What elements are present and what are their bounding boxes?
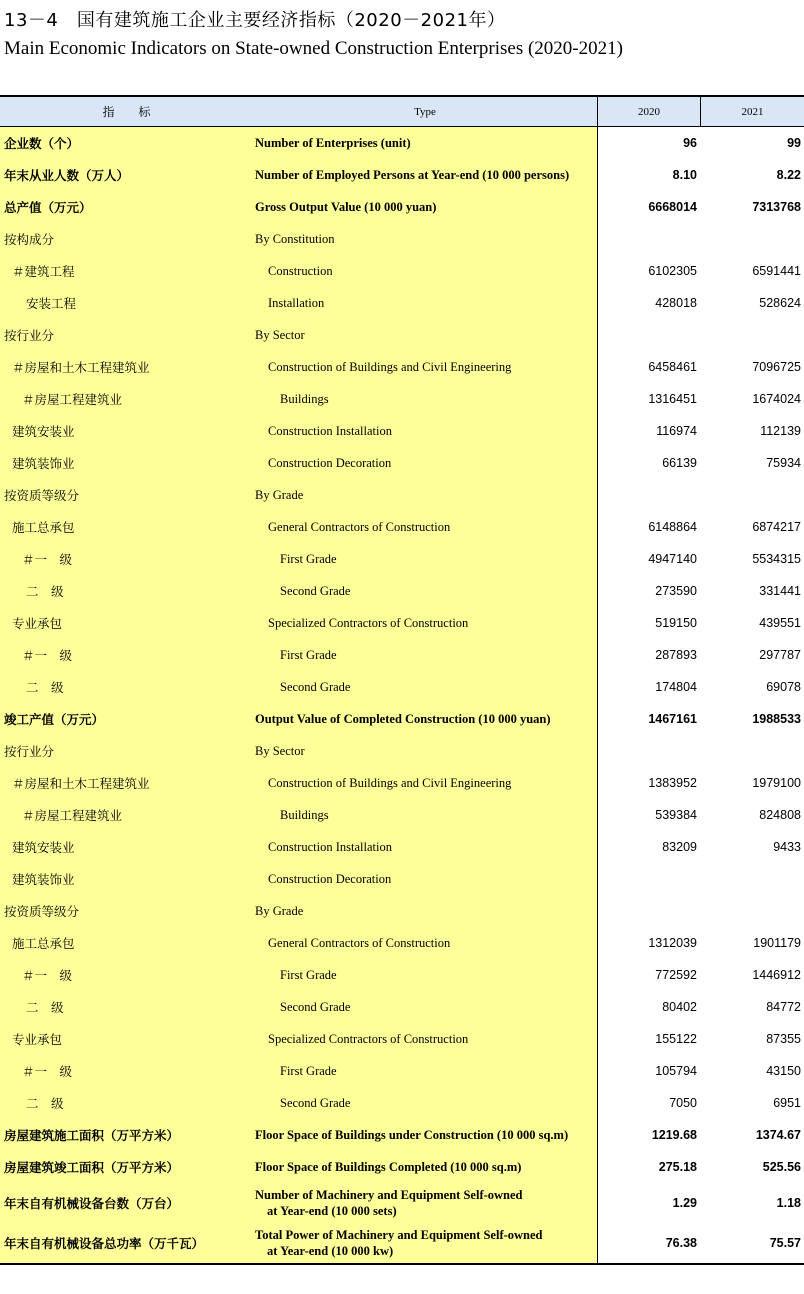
value-2021: 7096725	[752, 360, 801, 374]
indicator-zh: ＃房屋和土木工程建筑业	[12, 360, 150, 375]
indicator-zh: 建筑装饰业	[12, 872, 75, 887]
table-row	[0, 1055, 804, 1087]
indicator-en: Second Grade	[280, 1000, 351, 1014]
value-2021: 6591441	[752, 264, 801, 278]
header-year-2021: 2021	[700, 97, 804, 126]
indicator-en: Second Grade	[280, 584, 351, 598]
value-2020: 6148864	[648, 520, 697, 534]
indicator-zh: 年末自有机械设备总功率（万千瓦）	[4, 1236, 205, 1251]
table-header	[0, 97, 804, 127]
indicator-en: Construction of Buildings and Civil Engineering	[268, 360, 512, 374]
indicator-en: Floor Space of Buildings Completed (10 000 sq.m)	[255, 1160, 522, 1174]
value-2021: 8.22	[776, 168, 801, 182]
table-row	[0, 959, 804, 991]
table-row	[0, 191, 804, 223]
indicator-en: By Constitution	[255, 232, 335, 246]
value-2020: 428018	[655, 296, 697, 310]
value-2020: 76.38	[665, 1236, 697, 1250]
indicator-zh: ＃一 级	[22, 648, 73, 663]
indicator-zh: 建筑安装业	[12, 424, 75, 439]
indicator-en: Gross Output Value (10 000 yuan)	[255, 200, 437, 214]
value-2021: 43150	[766, 1064, 801, 1078]
header-year-2020: 2020	[597, 97, 700, 126]
indicator-en: Construction Decoration	[268, 456, 392, 470]
indicator-zh: 按行业分	[4, 744, 55, 759]
indicator-en: By Sector	[255, 328, 305, 342]
value-2020: 4947140	[648, 552, 697, 566]
table-row	[0, 767, 804, 799]
indicator-zh: ＃建筑工程	[12, 264, 75, 279]
table-row	[0, 863, 804, 895]
indicator-en: Specialized Contractors of Construction	[268, 1032, 469, 1046]
value-2021: 99	[787, 136, 801, 150]
value-2020: 1219.68	[651, 1128, 697, 1142]
indicator-en: Construction Installation	[268, 424, 392, 438]
indicator-zh: 房屋建筑施工面积（万平方米）	[4, 1128, 180, 1143]
indicator-zh: 总产值（万元）	[4, 200, 92, 215]
value-2020: 273590	[655, 584, 697, 598]
indicator-en: First Grade	[280, 552, 337, 566]
table-row	[0, 1119, 804, 1151]
indicator-en: Installation	[268, 296, 325, 310]
indicator-en: Output Value of Completed Construction (10 000 yuan)	[255, 712, 551, 726]
value-2020: 116974	[656, 424, 697, 438]
table-row	[0, 255, 804, 287]
indicator-zh: 专业承包	[12, 1032, 63, 1047]
value-2021: 6874217	[752, 520, 801, 534]
indicator-zh: 建筑安装业	[12, 840, 75, 855]
indicator-en: By Grade	[255, 488, 304, 502]
indicator-en: Construction of Buildings and Civil Engineering	[268, 776, 512, 790]
value-2021: 824808	[759, 808, 801, 822]
table-row	[0, 703, 804, 735]
value-2020: 105794	[655, 1064, 697, 1078]
indicator-en	[253, 1187, 597, 1219]
header-type: Type	[414, 105, 436, 118]
indicator-zh: ＃一 级	[22, 1064, 73, 1079]
indicator-en: Number of Employed Persons at Year-end (10 000 persons)	[255, 168, 570, 182]
value-2021: 112139	[760, 424, 801, 438]
value-2021: 87355	[766, 1032, 801, 1046]
indicator-en: Construction Installation	[268, 840, 392, 854]
value-2021: 9433	[773, 840, 801, 854]
indicator-zh: 竣工产值（万元）	[4, 712, 105, 727]
value-2021: 528624	[759, 296, 801, 310]
value-2021: 525.56	[762, 1160, 801, 1174]
value-2020: 6668014	[648, 200, 697, 214]
table-row	[0, 351, 804, 383]
indicator-en-line1: Number of Machinery and Equipment Self-owned	[255, 1188, 523, 1202]
table-row	[0, 895, 804, 927]
page-title-english: Main Economic Indicators on State-owned Construction Enterprises (2020-2021)	[4, 38, 623, 59]
value-2021: 1.18	[776, 1196, 801, 1210]
value-2020: 539384	[655, 808, 697, 822]
table-row	[0, 1087, 804, 1119]
table-row	[0, 927, 804, 959]
value-2020: 1.29	[672, 1196, 697, 1210]
indicator-zh: ＃一 级	[22, 552, 73, 567]
indicator-en: First Grade	[280, 968, 337, 982]
table-row	[0, 1183, 804, 1223]
table-row	[0, 671, 804, 703]
value-2020: 7050	[669, 1096, 697, 1110]
indicator-en: By Grade	[255, 904, 304, 918]
table-row	[0, 639, 804, 671]
value-2021: 75934	[766, 456, 801, 470]
value-2020: 1383952	[648, 776, 697, 790]
indicator-zh: 二 级	[26, 584, 64, 599]
indicator-zh: 年末从业人数（万人）	[4, 168, 130, 183]
table-row	[0, 991, 804, 1023]
table-row	[0, 1223, 804, 1263]
indicator-en: Specialized Contractors of Construction	[268, 616, 469, 630]
indicator-en: Buildings	[280, 808, 329, 822]
indicator-en	[253, 1227, 597, 1259]
indicator-zh: 二 级	[26, 1096, 64, 1111]
value-2021: 7313768	[752, 200, 801, 214]
value-2020: 1467161	[648, 712, 697, 726]
indicator-en-line2: at Year-end (10 000 kw)	[267, 1244, 394, 1258]
indicator-zh: 按资质等级分	[4, 904, 80, 919]
value-2020: 6458461	[648, 360, 697, 374]
table-row	[0, 607, 804, 639]
indicator-zh: 施工总承包	[12, 936, 75, 951]
table-row	[0, 223, 804, 255]
value-2021: 1901179	[753, 936, 801, 950]
value-2021: 1979100	[752, 776, 801, 790]
indicator-zh: 按行业分	[4, 328, 55, 343]
table-row	[0, 735, 804, 767]
value-2020: 80402	[662, 1000, 697, 1014]
table-row	[0, 1151, 804, 1183]
value-2021: 84772	[766, 1000, 801, 1014]
value-2021: 1446912	[752, 968, 801, 982]
value-2020: 287893	[655, 648, 697, 662]
value-2021: 1988533	[752, 712, 801, 726]
indicator-en-line2: at Year-end (10 000 sets)	[267, 1204, 397, 1218]
indicator-en: Floor Space of Buildings under Construction (10 000 sq.m)	[255, 1128, 569, 1142]
page-title-chinese: 13－4 国有建筑施工企业主要经济指标（2020－2021年）	[4, 10, 506, 31]
indicator-zh: ＃房屋工程建筑业	[22, 808, 123, 823]
value-2020: 519150	[655, 616, 697, 630]
table-row	[0, 319, 804, 351]
table-row	[0, 415, 804, 447]
indicator-en: Construction	[268, 264, 333, 278]
table-row	[0, 479, 804, 511]
value-2020: 96	[683, 136, 697, 150]
indicator-en: By Sector	[255, 744, 305, 758]
indicator-en-line1: Total Power of Machinery and Equipment Self-owned	[255, 1228, 543, 1242]
indicator-zh: ＃房屋工程建筑业	[22, 392, 123, 407]
value-2021: 1674024	[752, 392, 801, 406]
table-row	[0, 799, 804, 831]
value-2021: 69078	[766, 680, 801, 694]
indicator-zh: 企业数（个）	[4, 136, 80, 151]
indicator-zh: 二 级	[26, 1000, 64, 1015]
indicator-en: Second Grade	[280, 1096, 351, 1110]
value-2021: 439551	[759, 616, 801, 630]
value-2020: 1312039	[648, 936, 697, 950]
indicator-zh: 房屋建筑竣工面积（万平方米）	[4, 1160, 180, 1175]
indicator-zh: 按资质等级分	[4, 488, 80, 503]
table-row	[0, 383, 804, 415]
table-row	[0, 1023, 804, 1055]
indicator-zh: 安装工程	[26, 296, 77, 311]
table-body	[0, 127, 804, 1263]
indicator-zh: 年末自有机械设备台数（万台）	[4, 1196, 180, 1211]
value-2020: 174804	[655, 680, 697, 694]
indicator-zh: 二 级	[26, 680, 64, 695]
indicator-en: Number of Enterprises (unit)	[255, 136, 411, 150]
table-row	[0, 159, 804, 191]
indicator-en: First Grade	[280, 648, 337, 662]
indicator-zh: 专业承包	[12, 616, 63, 631]
table-row	[0, 287, 804, 319]
indicator-zh: 按构成分	[4, 232, 55, 247]
value-2020: 66139	[662, 456, 697, 470]
indicator-en: General Contractors of Construction	[268, 936, 451, 950]
value-2020: 772592	[655, 968, 697, 982]
indicator-en: Second Grade	[280, 680, 351, 694]
indicator-en: Buildings	[280, 392, 329, 406]
value-2021: 331441	[759, 584, 801, 598]
indicators-table	[0, 95, 804, 1265]
value-2020: 155122	[655, 1032, 697, 1046]
value-2021: 75.57	[769, 1236, 801, 1250]
value-2021: 6951	[773, 1096, 801, 1110]
table-row	[0, 511, 804, 543]
indicator-en: General Contractors of Construction	[268, 520, 451, 534]
value-2020: 6102305	[648, 264, 697, 278]
value-2020: 83209	[662, 840, 697, 854]
table-row	[0, 575, 804, 607]
indicator-zh: 建筑装饰业	[12, 456, 75, 471]
value-2021: 5534315	[752, 552, 801, 566]
table-row	[0, 543, 804, 575]
table-row	[0, 127, 804, 159]
indicator-en: Construction Decoration	[268, 872, 392, 886]
indicator-zh: ＃房屋和土木工程建筑业	[12, 776, 150, 791]
value-2021: 297787	[759, 648, 801, 662]
table-row	[0, 831, 804, 863]
indicator-en: First Grade	[280, 1064, 337, 1078]
header-indicator: 指 标	[102, 105, 151, 119]
value-2020: 275.18	[658, 1160, 697, 1174]
indicator-zh: 施工总承包	[12, 520, 75, 535]
value-2021: 1374.67	[755, 1128, 801, 1142]
indicator-zh: ＃一 级	[22, 968, 73, 983]
value-2020: 1316451	[648, 392, 697, 406]
value-2020: 8.10	[672, 168, 697, 182]
table-row	[0, 447, 804, 479]
